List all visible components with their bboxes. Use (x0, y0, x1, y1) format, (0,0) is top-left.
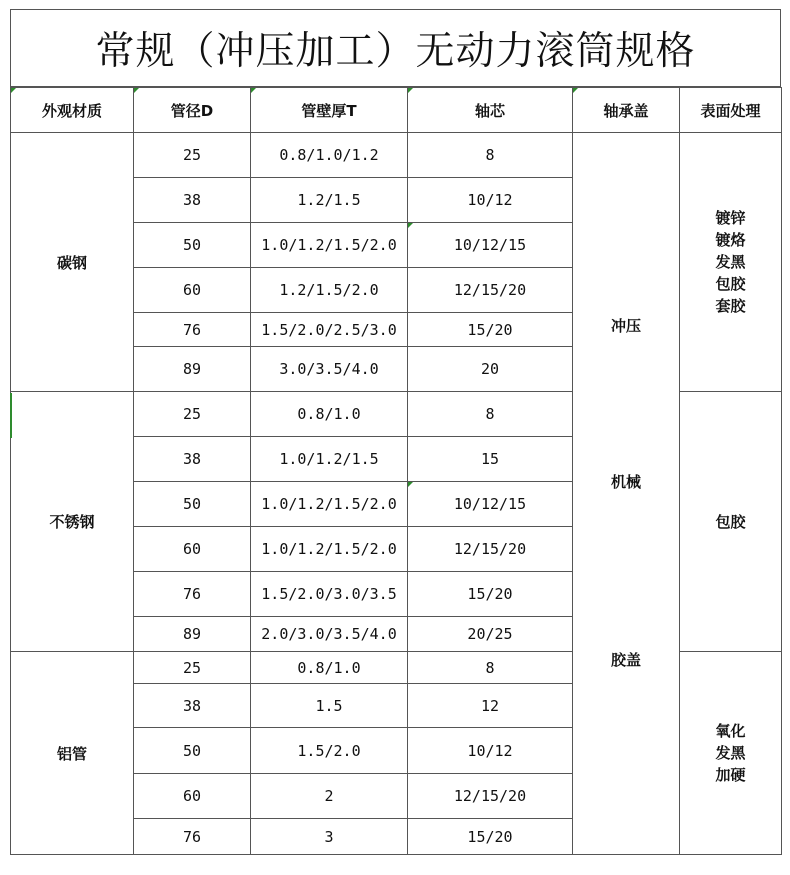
bearing-cover-cell (573, 133, 680, 855)
surface-item: 发黑 (715, 744, 746, 762)
thickness-cell: 1.5/2.0/3.0/3.5 (251, 572, 408, 617)
axis-cell: 8 (408, 392, 573, 437)
thickness-cell: 1.5/2.0 (251, 728, 408, 774)
thickness-cell: 1.0/1.2/1.5/2.0 (251, 527, 408, 572)
header-axis: 轴芯 (408, 88, 573, 133)
surface-item: 镀烙 (715, 231, 746, 249)
surface-treatment-cell (680, 392, 782, 652)
diameter-cell: 60 (134, 268, 251, 313)
bearing-cover-item: 机械 (610, 473, 641, 491)
thickness-cell: 3.0/3.5/4.0 (251, 347, 408, 392)
header-material: 外观材质 (11, 88, 134, 133)
diameter-cell: 25 (134, 133, 251, 178)
thickness-cell: 1.0/1.2/1.5/2.0 (251, 223, 408, 268)
bearing-cover-item: 胶盖 (610, 651, 641, 669)
diameter-cell: 50 (134, 223, 251, 268)
axis-cell: 12/15/20 (408, 774, 573, 819)
thickness-cell: 1.2/1.5 (251, 178, 408, 223)
spec-table (10, 87, 782, 855)
surface-item: 套胶 (715, 297, 746, 315)
axis-cell: 12/15/20 (408, 268, 573, 313)
axis-cell: 20/25 (408, 617, 573, 652)
axis-cell: 12 (408, 684, 573, 728)
diameter-cell: 76 (134, 313, 251, 347)
axis-cell: 10/12/15 (408, 482, 573, 527)
material-cell: 碳钢 (11, 133, 134, 392)
thickness-cell: 1.0/1.2/1.5/2.0 (251, 482, 408, 527)
axis-cell: 8 (408, 133, 573, 178)
material-cell: 不锈钢 (11, 392, 134, 652)
thickness-cell: 2 (251, 774, 408, 819)
axis-cell: 15/20 (408, 313, 573, 347)
axis-cell: 12/15/20 (408, 527, 573, 572)
header-bearing-cover: 轴承盖 (573, 88, 680, 133)
page-title: 常规（冲压加工）无动力滚筒规格 (10, 9, 781, 87)
header-surface-treatment: 表面处理 (680, 88, 782, 133)
diameter-cell: 50 (134, 482, 251, 527)
diameter-cell: 25 (134, 652, 251, 684)
header-row (11, 88, 782, 133)
diameter-cell: 60 (134, 774, 251, 819)
axis-cell: 15/20 (408, 572, 573, 617)
thickness-cell: 1.5 (251, 684, 408, 728)
diameter-cell: 89 (134, 617, 251, 652)
thickness-cell: 1.2/1.5/2.0 (251, 268, 408, 313)
surface-treatment-cell (680, 133, 782, 392)
header-wall-thickness: 管壁厚T (251, 88, 408, 133)
surface-item: 镀锌 (715, 209, 746, 227)
diameter-cell: 89 (134, 347, 251, 392)
thickness-cell: 0.8/1.0 (251, 652, 408, 684)
bearing-cover-item: 冲压 (610, 317, 641, 335)
axis-cell: 15 (408, 437, 573, 482)
spec-sheet (10, 9, 781, 857)
axis-cell: 10/12 (408, 178, 573, 223)
thickness-cell: 0.8/1.0/1.2 (251, 133, 408, 178)
thickness-cell: 2.0/3.0/3.5/4.0 (251, 617, 408, 652)
material-cell: 铝管 (11, 652, 134, 855)
surface-item: 加硬 (715, 766, 746, 784)
diameter-cell: 50 (134, 728, 251, 774)
table-row (11, 133, 782, 178)
diameter-cell: 38 (134, 178, 251, 223)
green-edge-mark (10, 393, 12, 438)
diameter-cell: 38 (134, 684, 251, 728)
surface-item: 氧化 (715, 722, 746, 740)
axis-cell: 15/20 (408, 819, 573, 855)
axis-cell: 10/12/15 (408, 223, 573, 268)
diameter-cell: 38 (134, 437, 251, 482)
thickness-cell: 3 (251, 819, 408, 855)
surface-item: 发黑 (715, 253, 746, 271)
axis-cell: 10/12 (408, 728, 573, 774)
surface-treatment-cell (680, 652, 782, 855)
diameter-cell: 76 (134, 572, 251, 617)
header-diameter: 管径D (134, 88, 251, 133)
diameter-cell: 76 (134, 819, 251, 855)
thickness-cell: 0.8/1.0 (251, 392, 408, 437)
diameter-cell: 60 (134, 527, 251, 572)
thickness-cell: 1.0/1.2/1.5 (251, 437, 408, 482)
axis-cell: 20 (408, 347, 573, 392)
thickness-cell: 1.5/2.0/2.5/3.0 (251, 313, 408, 347)
surface-item: 包胶 (715, 275, 746, 293)
surface-item: 包胶 (715, 512, 746, 531)
diameter-cell: 25 (134, 392, 251, 437)
axis-cell: 8 (408, 652, 573, 684)
